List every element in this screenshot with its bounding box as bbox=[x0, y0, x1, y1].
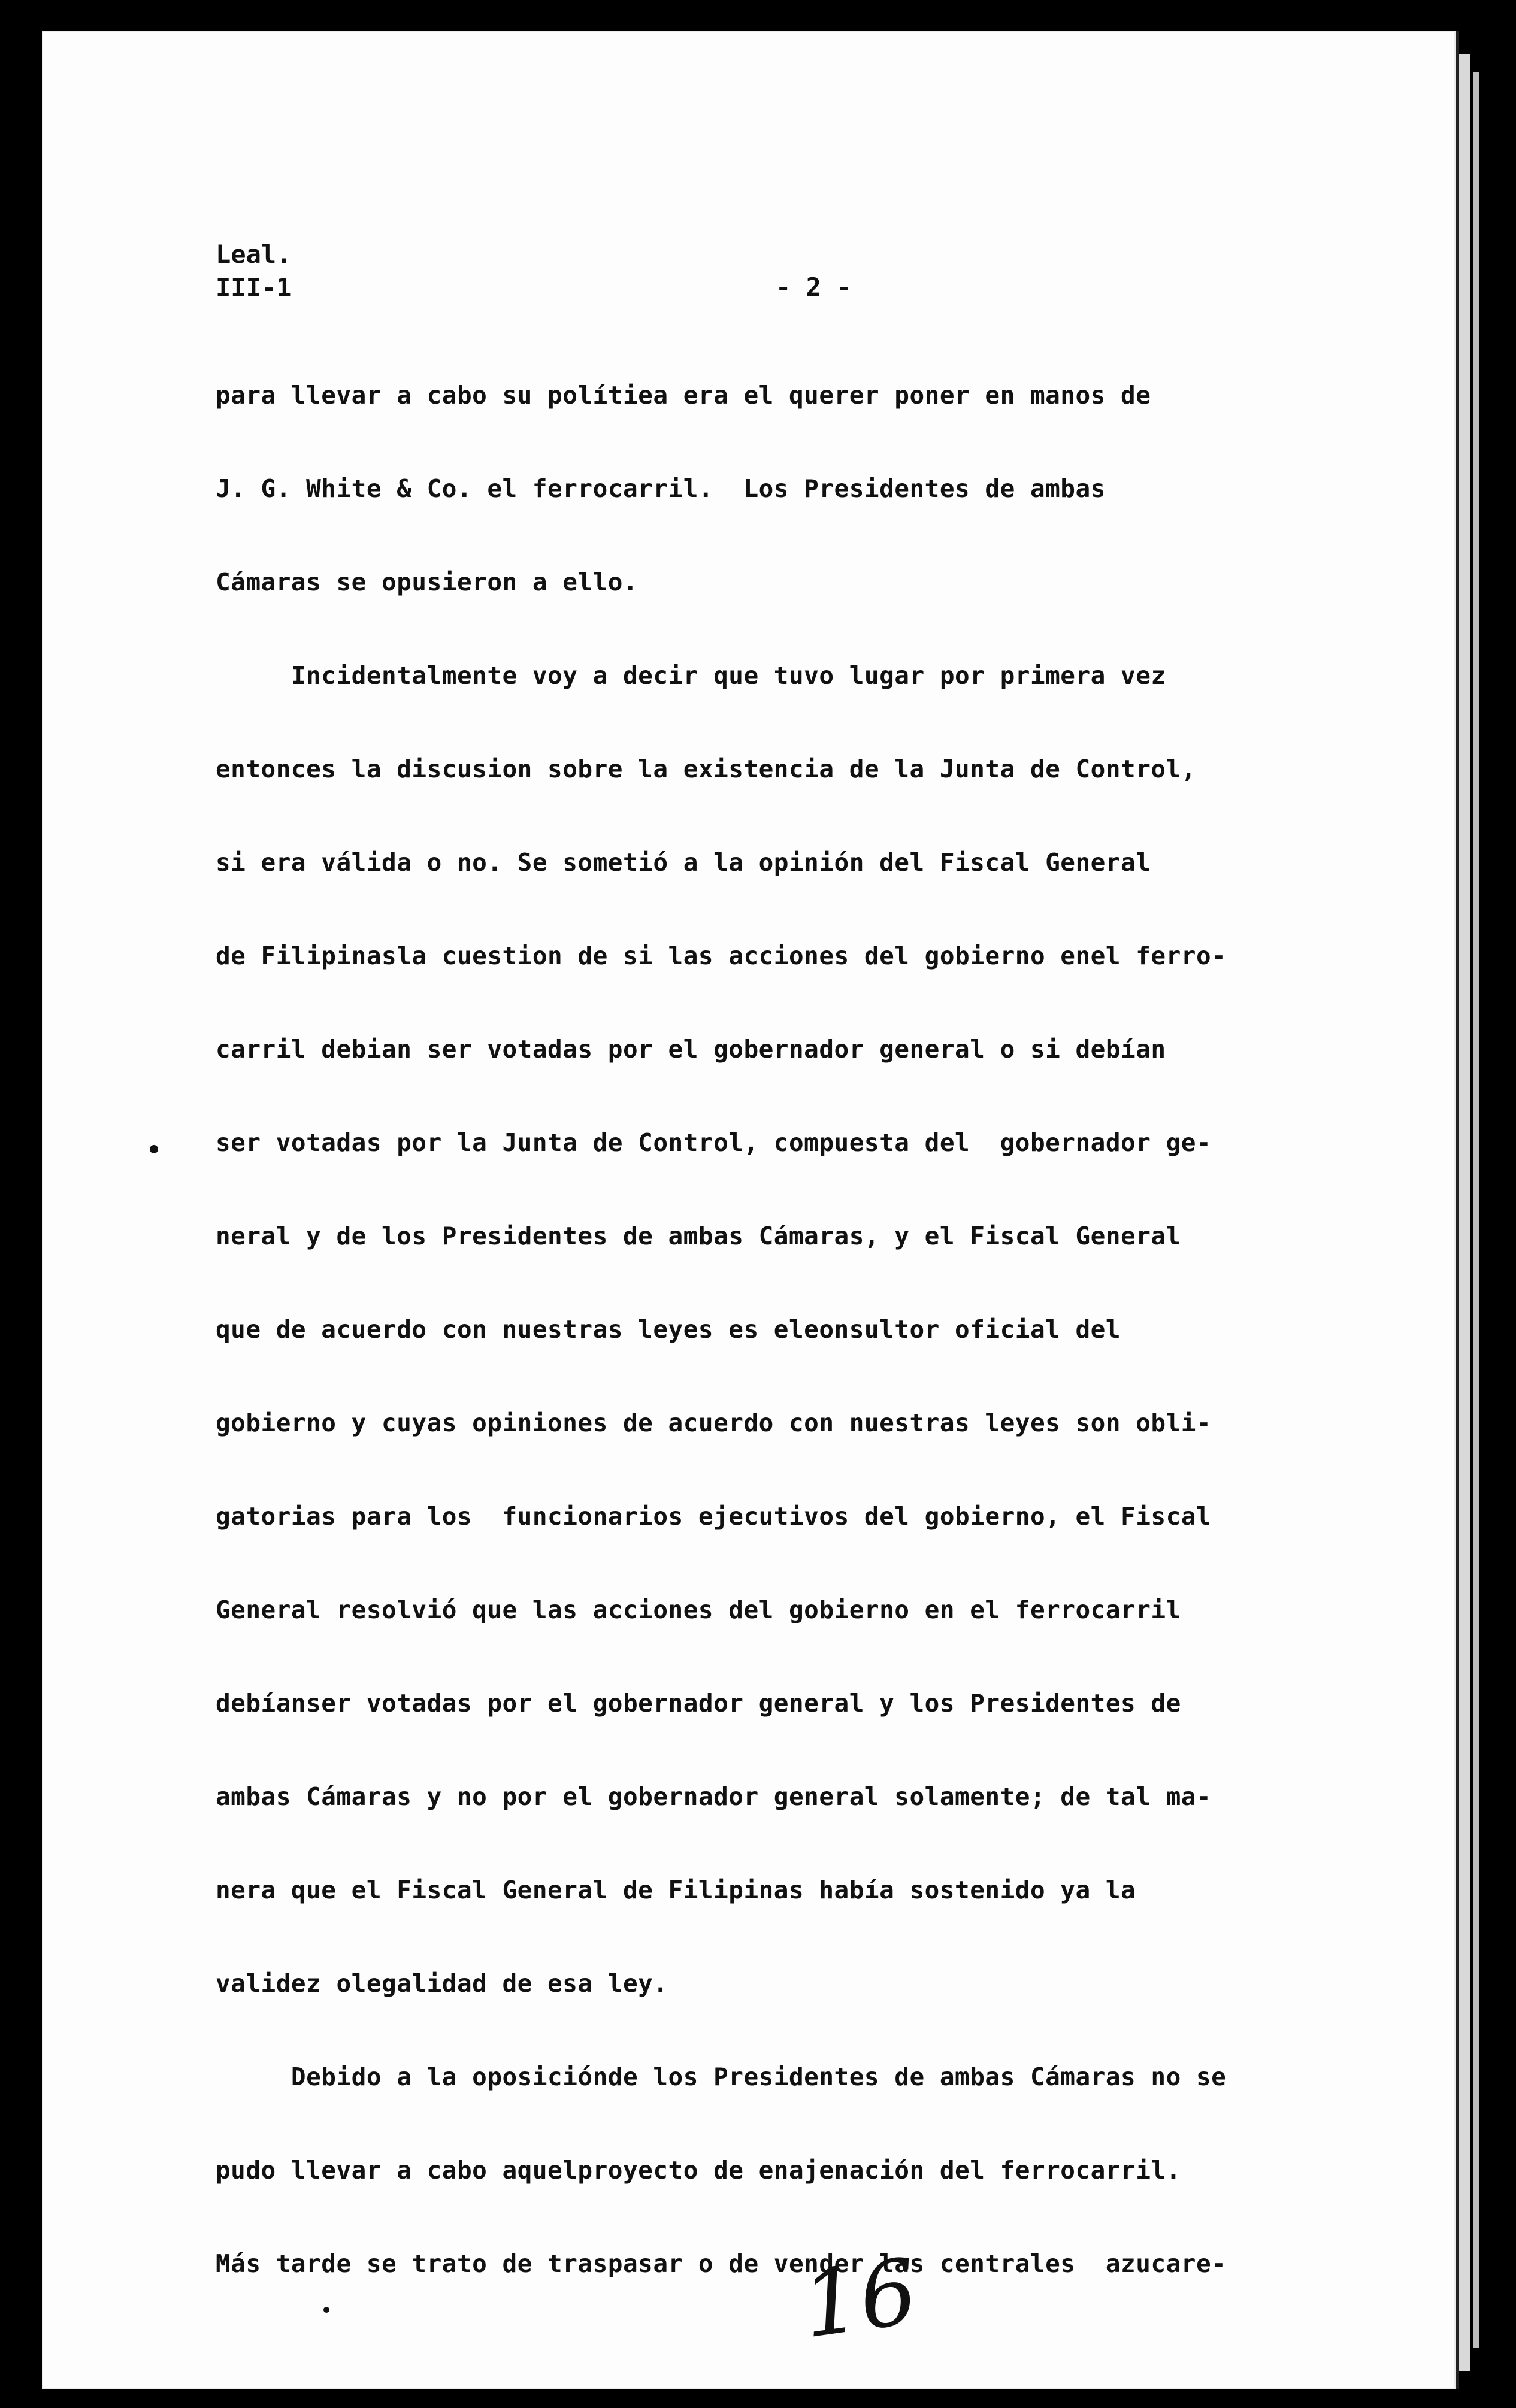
text-line: ambas Cámaras y no por el gobernador general solamente; de tal ma- bbox=[216, 1782, 1212, 1811]
text-line: Cámaras se opusieron a ello. bbox=[216, 568, 639, 596]
margin-mark bbox=[150, 1145, 158, 1153]
text-line: General resolvió que las acciones del gobierno en el ferrocarril bbox=[216, 1595, 1181, 1624]
handwritten-page-number: 16 bbox=[795, 2239, 924, 2359]
text-line: pudo llevar a cabo aquelproyecto de enajenación del ferrocarril. bbox=[216, 2156, 1181, 2185]
text-line: que de acuerdo con nuestras leyes es eleonsultor oficial del bbox=[216, 1315, 1121, 1344]
text-line: nera que el Fiscal General de Filipinas había sostenido ya la bbox=[216, 1876, 1136, 1904]
text-line: validez olegalidad de esa ley. bbox=[216, 1969, 668, 1998]
document-page bbox=[42, 31, 1459, 2389]
text-line: de Filipinasla cuestion de si las acciones del gobierno enel ferro- bbox=[216, 941, 1227, 970]
text-line: gatorias para los funcionarios ejecutivos del gobierno, el Fiscal bbox=[216, 1502, 1212, 1531]
body-text bbox=[216, 378, 1491, 2340]
text-line: entonces la discusion sobre la existencia de la Junta de Control, bbox=[216, 755, 1196, 783]
text-line: Más tarde se trato de traspasar o de vender las centrales azucare- bbox=[216, 2249, 1227, 2278]
text-line: Debido a la oposiciónde los Presidentes de ambas Cámaras no se bbox=[216, 2062, 1227, 2091]
text-line: neral y de los Presidentes de ambas Cámaras, y el Fiscal General bbox=[216, 1222, 1181, 1250]
text-line: ser votadas por la Junta de Control, compuesta del gobernador ge- bbox=[216, 1128, 1212, 1157]
text-line: si era válida o no. Se sometió a la opinión del Fiscal General bbox=[216, 848, 1151, 877]
text-line: J. G. White & Co. el ferrocarril. Los Presidentes de ambas bbox=[216, 474, 1106, 503]
margin-mark bbox=[323, 2307, 329, 2313]
text-line: debíanser votadas por el gobernador general y los Presidentes de bbox=[216, 1689, 1181, 1718]
author-label: Leal. bbox=[216, 240, 292, 269]
text-line: carril debian ser votadas por el gobernador general o si debían bbox=[216, 1035, 1166, 1064]
text-line: Incidentalmente voy a decir que tuvo lugar por primera vez bbox=[216, 661, 1166, 690]
text-line: para llevar a cabo su polítiea era el querer poner en manos de bbox=[216, 381, 1151, 410]
page-number: - 2 - bbox=[776, 272, 852, 302]
section-label: III-1 bbox=[216, 273, 292, 302]
page-header bbox=[216, 238, 291, 305]
text-line: gobierno y cuyas opiniones de acuerdo con nuestras leyes son obli- bbox=[216, 1409, 1212, 1437]
